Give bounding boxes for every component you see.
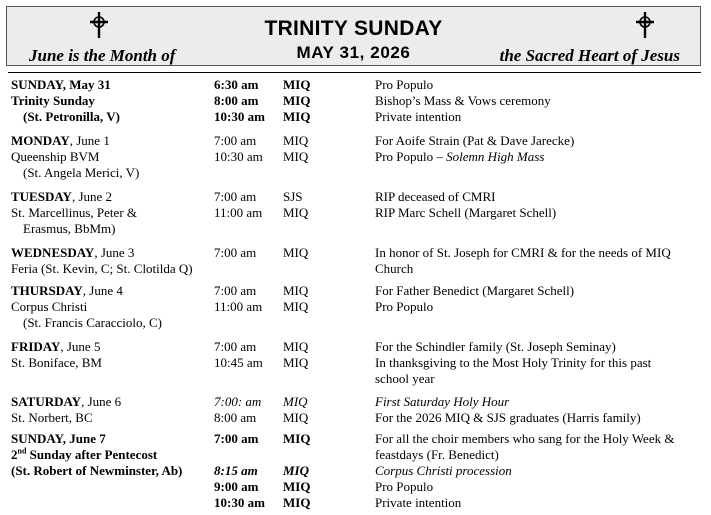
day-label: 2nd Sunday after Pentecost bbox=[11, 446, 158, 462]
mass-location: MIQ bbox=[283, 431, 311, 446]
day-block-sunday-june-7 bbox=[0, 431, 711, 515]
mass-location: MIQ bbox=[283, 355, 309, 370]
mass-location: MIQ bbox=[283, 283, 309, 298]
mass-location: MIQ bbox=[283, 205, 309, 220]
day-label: Feria (St. Kevin, C; St. Clotilda Q) bbox=[11, 261, 193, 276]
day-label: St. Boniface, BM bbox=[11, 355, 102, 370]
day-block-saturday-june-6 bbox=[0, 394, 711, 431]
intention-note: Solemn High Mass bbox=[446, 149, 545, 164]
mass-time: 10:30 am bbox=[214, 109, 265, 124]
day-block-monday-june-1 bbox=[0, 133, 711, 189]
mass-location: MIQ bbox=[283, 299, 309, 314]
mass-time: 11:00 am bbox=[214, 205, 263, 220]
mass-time: 7:00 am bbox=[214, 189, 257, 204]
mass-time: 7:00 am bbox=[214, 283, 257, 298]
mass-time: 7:00 am bbox=[214, 339, 257, 354]
mass-intention: Private intention bbox=[375, 109, 462, 124]
mass-time: 10:45 am bbox=[214, 355, 263, 370]
day-label: Corpus Christi bbox=[11, 299, 88, 314]
day-label: TUESDAY, June 2 bbox=[11, 189, 113, 204]
mass-location: MIQ bbox=[283, 495, 311, 510]
mass-time: 7:00 am bbox=[214, 245, 257, 260]
mass-location: MIQ bbox=[283, 109, 311, 124]
day-block-tuesday-june-2 bbox=[0, 189, 711, 245]
ordinal-suffix: nd bbox=[17, 446, 27, 456]
day-label: THURSDAY, June 4 bbox=[11, 283, 123, 298]
mass-location: MIQ bbox=[283, 479, 311, 494]
mass-time: 8:00 am bbox=[214, 410, 257, 425]
bulletin-header bbox=[6, 6, 701, 66]
day-name: THURSDAY bbox=[11, 283, 83, 298]
mass-intention: Pro Populo bbox=[375, 479, 434, 494]
mass-location: MIQ bbox=[283, 149, 309, 164]
mass-time: 7:00: am bbox=[214, 394, 262, 409]
day-label: (St. Francis Caracciolo, C) bbox=[23, 315, 162, 330]
mass-schedule bbox=[0, 77, 711, 515]
mass-intention: For all the choir members who sang for the Holy Week & bbox=[375, 431, 675, 446]
day-label: SUNDAY, June 7 bbox=[11, 431, 106, 446]
day-block-wednesday-june-3 bbox=[0, 245, 711, 283]
mass-intention: For Aoife Strain (Pat & Dave Jarecke) bbox=[375, 133, 575, 148]
mass-location: MIQ bbox=[283, 245, 309, 260]
day-label: MONDAY, June 1 bbox=[11, 133, 110, 148]
day-label: (St. Petronilla, V) bbox=[23, 109, 121, 124]
mass-time: 7:00 am bbox=[214, 431, 259, 446]
mass-location: MIQ bbox=[283, 133, 309, 148]
day-label: SUNDAY, May 31 bbox=[11, 77, 111, 92]
mass-intention: First Saturday Holy Hour bbox=[375, 394, 510, 409]
mass-intention: In honor of St. Joseph for CMRI & for the needs of MIQ bbox=[375, 245, 671, 260]
mass-intention: Private intention bbox=[375, 495, 462, 510]
mass-time: 10:30 am bbox=[214, 149, 263, 164]
mass-intention: feastdays (Fr. Benedict) bbox=[375, 447, 499, 462]
header-left-text: June is the Month of bbox=[29, 46, 176, 65]
mass-location: MIQ bbox=[283, 463, 310, 478]
mass-intention: Church bbox=[375, 261, 414, 276]
mass-time: 7:00 am bbox=[214, 133, 257, 148]
day-name: TUESDAY bbox=[11, 189, 72, 204]
day-name: FRIDAY bbox=[11, 339, 61, 354]
mass-intention: Bishop’s Mass & Vows ceremony bbox=[375, 93, 551, 108]
day-label: (St. Angela Merici, V) bbox=[23, 165, 140, 180]
mass-intention: Pro Populo – Solemn High Mass bbox=[375, 149, 545, 164]
mass-location: MIQ bbox=[283, 410, 309, 425]
mass-intention: For Father Benedict (Margaret Schell) bbox=[375, 283, 575, 298]
mass-intention: Corpus Christi procession bbox=[375, 463, 512, 478]
day-label: Erasmus, BbMm) bbox=[23, 221, 116, 236]
day-name: WEDNESDAY bbox=[11, 245, 95, 260]
mass-time: 8:15 am bbox=[214, 463, 258, 478]
mass-intention: school year bbox=[375, 371, 435, 386]
mass-time: 6:30 am bbox=[214, 77, 259, 92]
day-name: MONDAY bbox=[11, 133, 70, 148]
mass-location: MIQ bbox=[283, 394, 308, 409]
mass-location: MIQ bbox=[283, 339, 309, 354]
day-name: SATURDAY bbox=[11, 394, 82, 409]
day-block-friday-june-5 bbox=[0, 339, 711, 394]
day-label: WEDNESDAY, June 3 bbox=[11, 245, 135, 260]
day-label: (St. Robert of Newminster, Ab) bbox=[11, 463, 183, 478]
page-title: TRINITY SUNDAY bbox=[264, 17, 443, 40]
mass-time: 10:30 am bbox=[214, 495, 265, 510]
day-label: FRIDAY, June 5 bbox=[11, 339, 101, 354]
day-block-sunday-may-31 bbox=[0, 77, 711, 133]
day-label: St. Marcellinus, Peter & bbox=[11, 205, 138, 220]
mass-intention: RIP deceased of CMRI bbox=[375, 189, 496, 204]
mass-time: 8:00 am bbox=[214, 93, 259, 108]
day-label: SATURDAY, June 6 bbox=[11, 394, 122, 409]
mass-location: MIQ bbox=[283, 77, 311, 92]
page-date: MAY 31, 2026 bbox=[296, 43, 411, 62]
mass-location: SJS bbox=[283, 189, 303, 204]
day-label: St. Norbert, BC bbox=[11, 410, 93, 425]
header-right-text: the Sacred Heart of Jesus bbox=[499, 46, 680, 65]
mass-intention: Pro Populo bbox=[375, 77, 434, 92]
mass-intention: For the 2026 MIQ & SJS graduates (Harris family) bbox=[375, 410, 641, 425]
mass-intention: RIP Marc Schell (Margaret Schell) bbox=[375, 205, 557, 220]
mass-intention: In thanksgiving to the Most Holy Trinity for this past bbox=[375, 355, 652, 370]
mass-intention: Pro Populo bbox=[375, 299, 434, 314]
mass-location: MIQ bbox=[283, 93, 311, 108]
day-block-thursday-june-4 bbox=[0, 283, 711, 339]
day-label: Queenship BVM bbox=[11, 149, 100, 164]
header-divider bbox=[8, 72, 701, 73]
mass-time: 11:00 am bbox=[214, 299, 263, 314]
mass-intention: For the Schindler family (St. Joseph Seminay) bbox=[375, 339, 616, 354]
mass-time: 9:00 am bbox=[214, 479, 259, 494]
day-label: Trinity Sunday bbox=[11, 93, 95, 108]
